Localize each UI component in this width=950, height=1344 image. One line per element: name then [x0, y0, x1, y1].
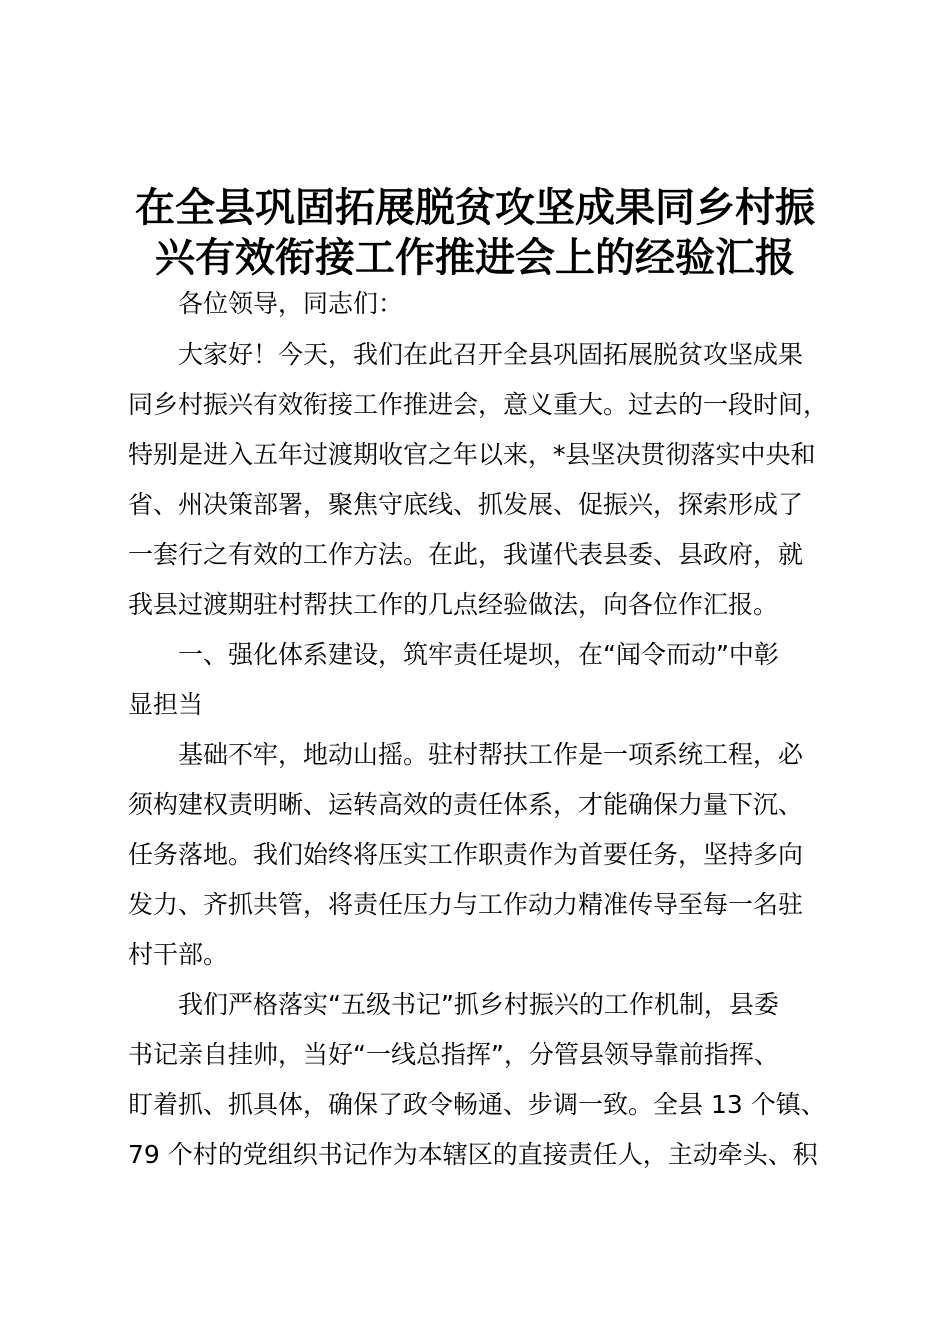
- paragraph-line: 大家好！今天，我们在此召开全县巩固拓展脱贫攻坚成果: [178, 340, 804, 369]
- paragraph-line: 基础不牢，地动山摇。驻村帮扶工作是一项系统工程，必: [178, 740, 804, 769]
- paragraph-line: 省、州决策部署，聚焦守底线、抓发展、促振兴，探索形成了: [128, 490, 804, 519]
- paragraph-line: 同乡村振兴有效衔接工作推进会，意义重大。过去的一段时间，: [128, 390, 829, 419]
- salutation: 各位领导，同志们：: [178, 289, 404, 318]
- paragraph-line: 须构建权责明晰、运转高效的责任体系，才能确保力量下沉、: [128, 790, 804, 819]
- paragraph-line: 村干部。: [128, 940, 229, 969]
- paragraph-line: 书记亲自挂帅，当好“一线总指挥”，分管县领导靠前指挥、: [128, 1040, 779, 1069]
- paragraph-line: 任务落地。我们始终将压实工作职责作为首要任务，坚持多向: [128, 840, 804, 869]
- paragraph-line: 特别是进入五年过渡期收官之年以来，*县坚决贯彻落实中央和: [128, 440, 816, 469]
- section-heading-line: 一、强化体系建设，筑牢责任堤坝，在“闻令而动”中彰: [178, 640, 779, 669]
- section-heading-line: 显担当: [128, 690, 204, 719]
- paragraph-line: 79 个村的党组织书记作为本辖区的直接责任人，主动牵头、积: [128, 1140, 818, 1169]
- document-title-line-1: 在全县巩固拓展脱贫攻坚成果同乡村振: [135, 185, 815, 231]
- paragraph-line: 盯着抓、抓具体，确保了政令畅通、步调一致。全县 13 个镇、: [128, 1090, 826, 1119]
- paragraph-line: 我县过渡期驻村帮扶工作的几点经验做法，向各位作汇报。: [128, 590, 779, 619]
- paragraph-line: 我们严格落实“五级书记”抓乡村振兴的工作机制，县委: [178, 990, 779, 1019]
- paragraph-line: 一套行之有效的工作方法。在此，我谨代表县委、县政府，就: [128, 540, 804, 569]
- document-title-line-2: 兴有效衔接工作推进会上的经验汇报: [155, 235, 795, 281]
- paragraph-line: 发力、齐抓共管，将责任压力与工作动力精准传导至每一名驻: [128, 890, 804, 919]
